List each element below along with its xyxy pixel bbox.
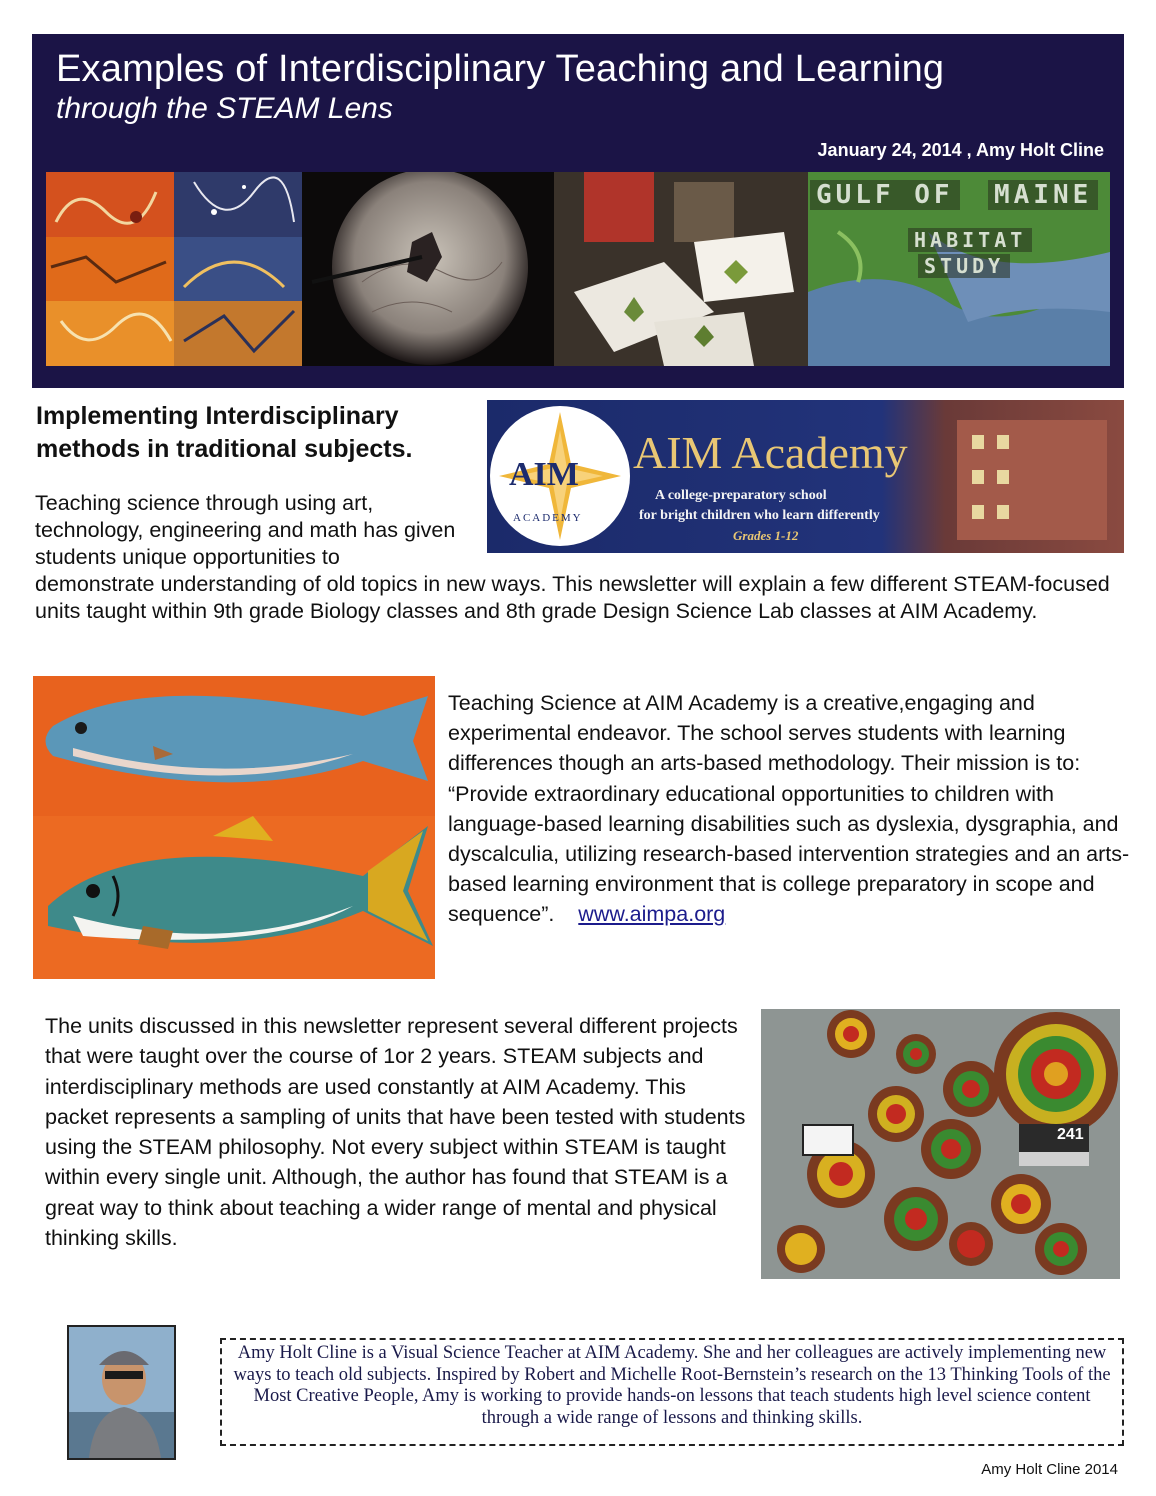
- section-heading: Implementing Interdisciplinary methods in traditional subjects.: [36, 402, 413, 463]
- intro-text: Teaching science through using art, technology, engineering and math has given students unique opportunities to: [35, 491, 456, 569]
- intro-text-continued: demonstrate understanding of old topics in new ways. This newsletter will explain a few different STEAM-focused units taught within 9th grade Biology classes and 8th grade Design Science Lab classes at AIM Academy.: [35, 572, 1110, 623]
- page-title: Examples of Interdisciplinary Teaching and Learning: [56, 48, 945, 90]
- art-grid-image: [46, 172, 302, 366]
- header-banner: [32, 34, 1124, 388]
- aim-logo-subtext: ACADEMY: [513, 512, 583, 524]
- units-paragraph: The units discussed in this newsletter represent several different projects that were taught over the course of 1or 2 years. STEAM subjects and interdisciplinary methods are used constantly at AIM Academy. This packet represents a sampling of units that have been tested with students using the STEAM philosophy. Not every subject within STEAM is taught within every single unit. Although, the author has found that STEAM is a great way to think about teaching a wider range of mental and physical thinking skills.: [45, 1014, 746, 1251]
- gulf-of-maine-image: [808, 172, 1110, 366]
- gulf-sign-word: STUDY: [918, 254, 1010, 278]
- aimpa-link[interactable]: www.aimpa.org: [578, 902, 726, 927]
- aim-academy-banner: [487, 400, 1124, 553]
- aim-grades: Grades 1-12: [733, 528, 799, 543]
- fish-art-image: [33, 676, 435, 979]
- gulf-sign-word: HABITAT: [908, 228, 1032, 252]
- header-photo-strip: [46, 172, 1110, 366]
- page-subtitle: through the STEAM Lens: [56, 92, 393, 125]
- footer-credit: Amy Holt Cline 2014: [981, 1461, 1118, 1478]
- aim-tagline: A college-preparatory school: [655, 488, 827, 503]
- aim-tagline: for bright children who learn differently: [639, 508, 880, 523]
- tree-ring-art-image: [761, 1009, 1120, 1279]
- dateline: January 24, 2014 , Amy Holt Cline: [817, 140, 1104, 160]
- students-leaf-printing-image: [554, 172, 808, 366]
- mission-paragraph: [448, 688, 1138, 930]
- author-photo: [67, 1325, 176, 1460]
- gulf-sign-word: MAINE: [988, 180, 1098, 210]
- gulf-sign-word: GULF OF: [810, 180, 960, 210]
- microscope-image: [302, 172, 554, 366]
- mission-text: Teaching Science at AIM Academy is a creative,engaging and experimental endeavor. The school serves students with learning differences though an arts-based methodology. Their mission is to: “Provide extraordinary educational opportunities to children with language-based learning disabilities such as dyslexia, dysgraphia, and dyscalculia, utilizing research-based intervention strategies and an arts-based learning environment that is college preparatory in scope and sequence”.: [448, 691, 1130, 927]
- author-bio-box: Amy Holt Cline is a Visual Science Teacher at AIM Academy. She and her colleagues are actively implementing new ways to teach old subjects. Inspired by Robert and Michelle Root-Bernstein’s research on the 13 Thinking Tools of the Most Creative People, Amy is working to provide hands-on lessons that teach students high level science content through a wide range of lessons and thinking skills.: [220, 1338, 1124, 1446]
- aim-academy-title: AIM Academy: [633, 427, 908, 478]
- room-number-sign: 241: [1057, 1126, 1084, 1143]
- aim-logo-text: AIM: [509, 456, 579, 493]
